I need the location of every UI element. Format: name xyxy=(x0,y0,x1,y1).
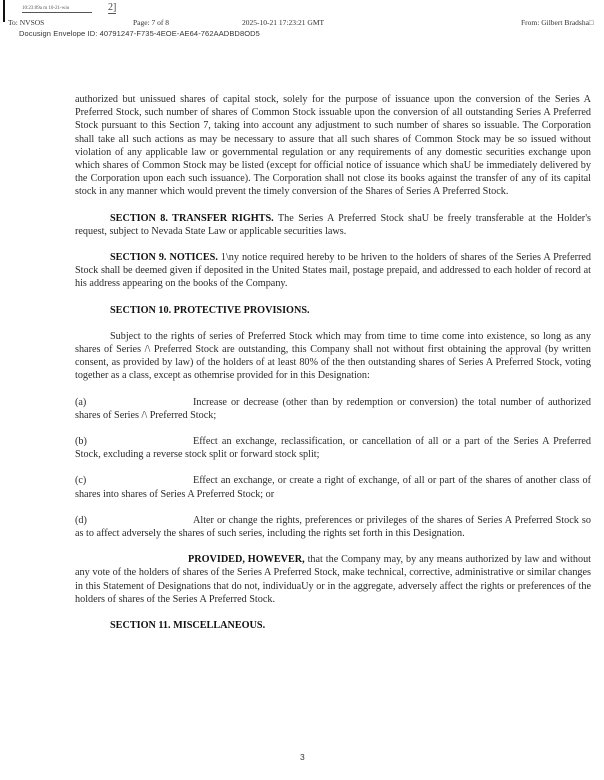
item-label: (d) xyxy=(75,514,87,526)
fax-stamp: 10:23:09a m 10-21-wio xyxy=(22,6,92,13)
document-body xyxy=(75,93,591,632)
section-9-text: 1\ny notice required hereby to be hriven to the holders of shares of the Series A Preferred Stock shall be deemed given if deposited in the United States mail, postage prepaid, and addressed to each holder of record at his address appearing on the books of the Company. xyxy=(75,252,591,290)
section-9 xyxy=(75,251,591,291)
section-11-heading: SECTION 11. MISCELLANEOUS. xyxy=(110,620,266,632)
fax-datetime: 2025-10-21 17:23:21 GMT xyxy=(242,18,325,27)
docusign-envelope-id: Docusign Envelope ID: 40791247-F735-4EOE-AE64-762AADBD8OD5 xyxy=(19,29,260,38)
section-10-heading: SECTION 10. PROTECTIVE PROVISIONS. xyxy=(110,304,310,316)
item-text: Effect an exchange, reclassification, or cancellation of all or a part of the Series A Preferred Stock, excluding a reverse stock split or forward stock split; xyxy=(75,436,591,461)
proviso xyxy=(75,553,591,606)
fax-from: From: Gilbert Bradsha□ xyxy=(521,18,594,27)
section-8 xyxy=(75,212,591,238)
item-text: Increase or decrease (other than by redemption or conversion) the total number of authorized shares of Series /\ Preferred Stock; xyxy=(75,396,591,421)
fax-stamp-number: 2] xyxy=(108,2,117,13)
provision-item xyxy=(75,514,591,540)
provision-item xyxy=(75,474,591,500)
fax-margin-bar xyxy=(3,0,5,22)
provision-item xyxy=(75,435,591,461)
item-label: (a) xyxy=(75,396,87,408)
proviso-text: that the Company may, by any means authorized by law and without any vote of the holders of shares of the Series A Preferred Stock, make technical, corrective, administrative or similar changes in this Statement of Designations that do not, individuaUy or in the aggregate, adversely affect the rights or preferences of the holders of shares of the Series A Preferred Stock. xyxy=(75,554,591,605)
fax-page: Page: 7 of 8 xyxy=(133,18,170,27)
item-label: (b) xyxy=(75,436,87,448)
page-number: 3 xyxy=(300,752,305,762)
section-8-text: The Series A Preferred Stock shaU be freely transferable at the Holder's request, subject to Nevada State Law or applicable securities laws. xyxy=(75,212,591,237)
paragraph-conversion-reserve: authorized but unissued shares of capital stock, solely for the purpose of issuance upon the conversion of the Series A Preferred Stock, such number of shares of Common Stock issuable upon the conversion of all outstanding Series A Preferred Stock pursuant to this Section 7, taking into account any adjustment to such number of shares so issuable. The Corporation shall take all such actions as may be necessary to assure that all such shares of Common Stock may be so issued without violation of any applicable law or governmental regulation or any requirements of any domestic securities exchange upon which shares of Common Stock may be listed (except for official notice of issuance which shaU be immediately delivered by the Corporation upon each such issuance). The Corporation shall not close its books against the transfer of any of its capital stock in any manner which would prevent the timely conversion of the Shares of Series A Preferred Stock. xyxy=(75,94,591,198)
provision-item xyxy=(75,396,591,422)
item-text: Effect an exchange, or create a right of exchange, of all or part of the shares of another class of shares into shares of Series A Preferred Stock; or xyxy=(75,475,591,500)
item-text: Alter or change the rights, preferences or privileges of the shares of Series A Preferred Stock so as to affect adversely the shares of such series, including the rights set forth in this Designation. xyxy=(75,514,591,540)
proviso-heading: PROVIDED, HOWEVER, xyxy=(188,554,305,566)
section-10-text: Subject to the rights of series of Preferred Stock which may from time to time come into existence, so long as any shares of Series /\ Preferred Stock are outstanding, this Company shall not without first obtaining the approval (by written consent, as provided by law) of the holders of at least 80% of the then outstanding shares of Series A Preferred Stock, voting together as a class, except as othemrise provided for in this Designation: xyxy=(75,330,591,382)
fax-to: To: NVSOS xyxy=(8,18,45,27)
section-8-heading: SECTION 8. TRANSFER RIGHTS. xyxy=(110,212,274,224)
section-9-heading: SECTION 9. NOTICES. xyxy=(110,252,218,264)
item-label: (c) xyxy=(75,475,87,487)
